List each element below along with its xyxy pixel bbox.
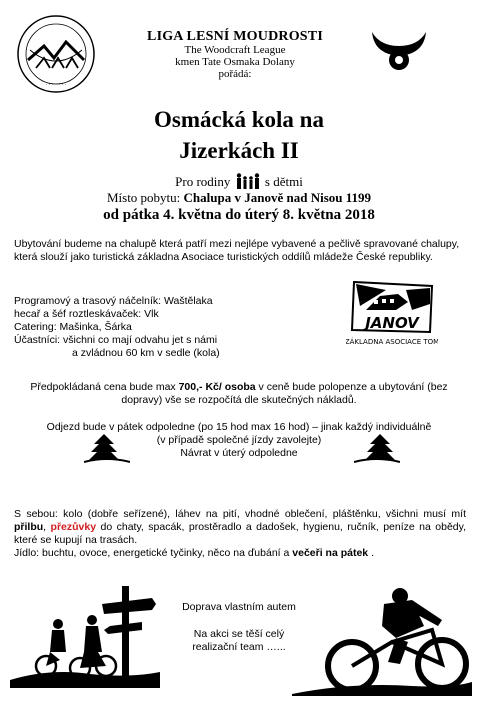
- org-subtitle: The Woodcraft League: [184, 44, 286, 56]
- title-line-1: Osmácká kola na: [154, 107, 324, 132]
- departure-line: Odjezd bude v pátek odpoledne (po 15 hod max 16 hod) – jinak každý individuálně: [46, 421, 432, 433]
- packing-comma: ,: [43, 521, 47, 533]
- org-name: LIGA LESNÍ MOUDROSTI: [147, 29, 323, 44]
- mountain-biker-illustration: [292, 586, 472, 696]
- dinner-highlight: večeři na pátek: [292, 547, 369, 559]
- woodcraft-league-logo: [14, 12, 98, 96]
- packing-text: S sebou: kolo (dobře seřízené), láhev na pití, vhodné oblečení, pláštěnku, všichni musí mít: [14, 508, 466, 520]
- slippers-highlight: přezůvky: [50, 521, 97, 533]
- price-paragraph: [20, 381, 458, 407]
- food-text: Jídlo: buchtu, ovoce, energetické tyčinky, něco na ďubání a: [14, 547, 290, 559]
- packing-list: [14, 508, 466, 560]
- janov-name: JANOV: [365, 314, 419, 332]
- team-line: realizační team …...: [192, 641, 286, 653]
- staff-line: Catering: Mašinka, Šárka: [14, 321, 132, 333]
- packing-text: do chaty, spacák, prostěradlo a dadošek, hygienu, ručník, peníze na obědy, které se kupují na trasách.: [14, 521, 467, 546]
- venue-label: Místo pobytu:: [106, 190, 181, 205]
- intro-paragraph: Ubytování budeme na chalupě která patří mezi nejlépe vybavené a pečlivě spravované chalupy, která slouží jako turistická základna Asociace turistických oddílů mládeže České republiky.: [14, 238, 460, 263]
- departure-note: (v případě společné jízdy zavolejte): [156, 434, 322, 446]
- janov-base-logo: [346, 280, 438, 362]
- price-prefix: Předpokládaná cena bude max: [30, 381, 176, 393]
- team-note: [174, 628, 304, 654]
- price-suffix: v ceně bude polopenze a ubytování (bez dopravy) vše se rozpočítá dle skutečných nákladů.: [121, 381, 448, 406]
- audience-suffix: s dětmi: [264, 173, 303, 189]
- group-name: kmen Tate Osmaka Dolany: [175, 56, 295, 68]
- janov-subtitle: ZÁKLADNA ASOCIACE TOM: [346, 338, 438, 346]
- helmet-highlight: přilbu: [14, 521, 44, 533]
- price-amount: 700,- Kč/ osoba: [178, 381, 256, 393]
- staff-line: Účastníci: všichni co mají odvahu jet s námi: [14, 334, 218, 346]
- audience-prefix: Pro rodiny: [175, 173, 231, 189]
- venue-line: [40, 190, 438, 206]
- presents-label: pořádá:: [218, 68, 252, 80]
- staff-list: [14, 295, 324, 360]
- return-line: Návrat v úterý odpoledne: [180, 447, 298, 459]
- horns-emblem-logo: [368, 28, 430, 72]
- venue-name: Chalupa v Janově nad Nisou 1199: [183, 190, 372, 205]
- tree-icon: [84, 432, 130, 464]
- svg-text:· · · · · · ·: · · · · · · ·: [45, 82, 67, 88]
- transport-note: Doprava vlastním autem: [182, 601, 296, 613]
- event-dates: od pátka 4. května do úterý 8. května 2018: [103, 207, 375, 223]
- team-line: Na akci se těší celý: [193, 628, 285, 640]
- food-end: .: [371, 547, 374, 559]
- title-line-2: Jizerkách II: [179, 138, 299, 163]
- staff-line: hecař a šéf roztleskávaček: Vlk: [14, 308, 159, 320]
- event-title: [40, 104, 438, 166]
- staff-line: Programový a trasový náčelník: Waštělaka: [14, 295, 213, 307]
- organization-header: [120, 30, 350, 80]
- tree-icon: [354, 432, 400, 464]
- cyclists-signpost-illustration: [10, 580, 160, 688]
- staff-line: a zvládnou 60 km v sedle (kola): [72, 347, 220, 359]
